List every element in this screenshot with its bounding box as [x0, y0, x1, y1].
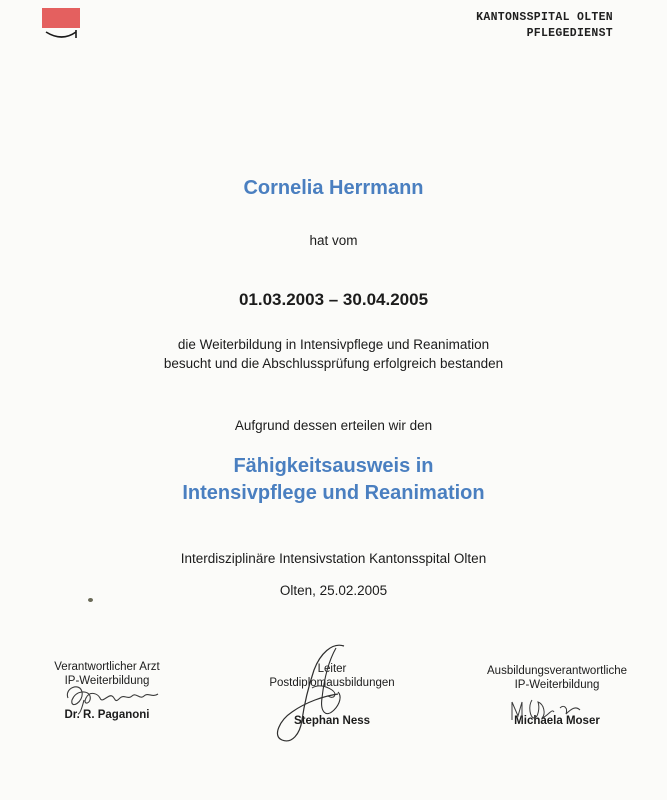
- description-line-2: besucht und die Abschlussprüfung erfolgreich bestanden: [163, 356, 504, 371]
- signatory-name: Michaela Moser: [514, 715, 600, 727]
- institution-header: [476, 10, 613, 42]
- intro-text: hat vom: [309, 233, 358, 248]
- certificate-title-line-2: Intensivpflege und Reanimation: [182, 482, 485, 504]
- signatory-role-line-2: IP-Weiterbildung: [64, 675, 150, 687]
- station-name: Interdisziplinäre Intensivstation Kantonsspital Olten: [180, 551, 487, 566]
- paper-speck: [88, 598, 93, 602]
- signatory-role-line-2: IP-Weiterbildung: [514, 679, 600, 691]
- signatory-name: Dr. R. Paganoni: [64, 709, 150, 721]
- recipient-name: Cornelia Herrmann: [243, 177, 424, 199]
- institution-name: KANTONSSPITAL OLTEN: [476, 11, 613, 24]
- institution-department: PFLEGEDIENST: [526, 27, 613, 40]
- certificate-title-line-1: Fähigkeitsausweis in: [233, 455, 434, 477]
- signatory-name: Stephan Ness: [293, 715, 371, 727]
- grant-text: Aufgrund dessen erteilen wir den: [234, 418, 433, 433]
- signatory-role-line-1: Leiter: [317, 663, 347, 675]
- signatory-role-line-1: Ausbildungsverantwortliche: [487, 665, 627, 677]
- place-and-date: Olten, 25.02.2005: [279, 583, 388, 598]
- description-line-1: die Weiterbildung in Intensivpflege und Reanimation: [177, 337, 490, 352]
- signatory-block-1: [22, 660, 192, 722]
- signatory-block-3: [472, 664, 642, 728]
- hospital-logo-icon: [42, 8, 82, 48]
- signatory-role-line-2: Postdiplomausbildungen: [269, 677, 395, 689]
- training-period: 01.03.2003 – 30.04.2005: [238, 290, 429, 309]
- signatory-role-line-1: Verantwortlicher Arzt: [54, 661, 160, 673]
- signatory-block-2: [247, 662, 417, 728]
